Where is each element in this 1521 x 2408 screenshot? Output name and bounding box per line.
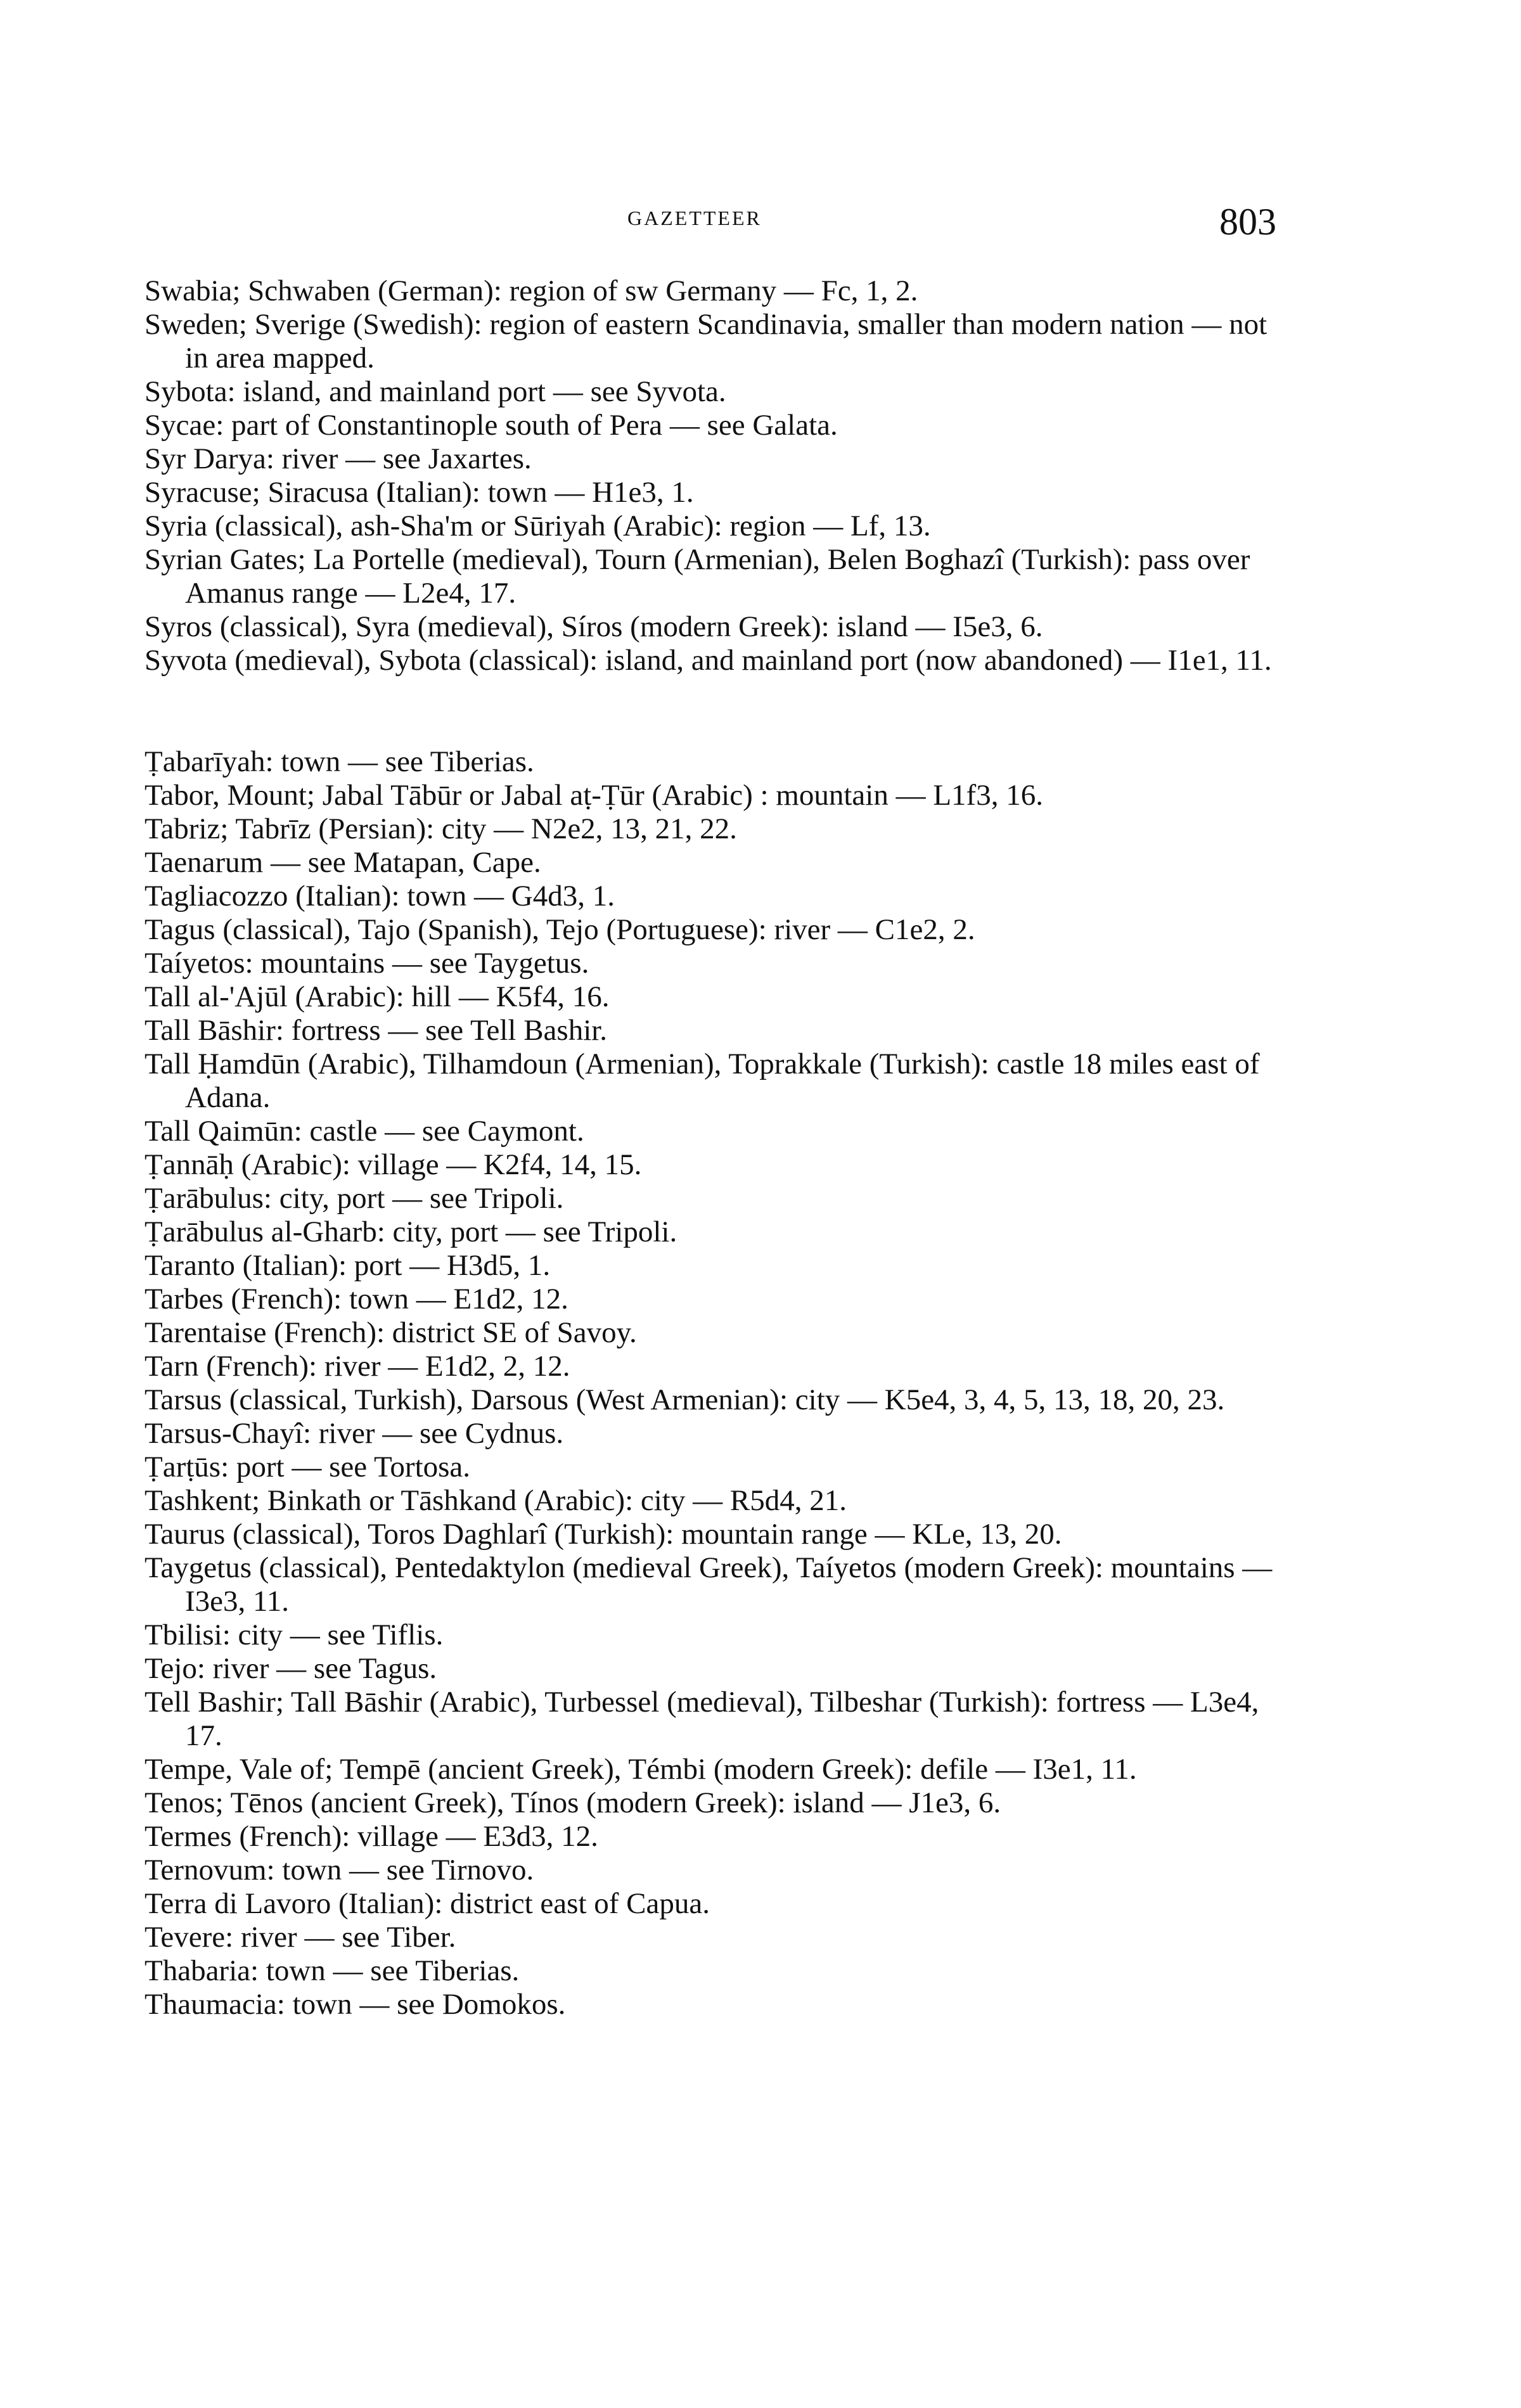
entry-syrian-gates: Syrian Gates; La Portelle (medieval), Tourn (Armenian), Belen Boghazî (Turkish): pass over Amanus range — L2e4, 17. — [144, 543, 1250, 610]
running-head: GAZETTEER — [627, 207, 762, 229]
entry-tenos: Tenos; Tēnos (ancient Greek), Tínos (modern Greek): island — J1e3, 6. — [144, 1786, 1001, 1819]
entry-tarbes: Tarbes (French): town — E1d2, 12. — [144, 1283, 568, 1316]
entry-taiyetos: Taíyetos: mountains — see Taygetus. — [144, 947, 589, 980]
entry-tall-hamdun: Tall Ḥamdūn (Arabic), Tilhamdoun (Armenian), Toprakkale (Turkish): castle 18 miles east of Adana. — [144, 1047, 1260, 1114]
entry-thaumacia: Thaumacia: town — see Domokos. — [144, 1988, 566, 2021]
entry-tarabulus-al-gharb: Ṭarābulus al-Gharb: city, port — see Tripoli. — [144, 1215, 677, 1248]
entry-taenarum: Taenarum — see Matapan, Cape. — [144, 846, 541, 879]
entry-tabriz: Tabriz; Tabrīz (Persian): city — N2e2, 13, 21, 22. — [144, 812, 737, 845]
entry-swabia: Swabia; Schwaben (German): region of sw Germany — Fc, 1, 2. — [144, 274, 918, 307]
entry-tbilisi: Tbilisi: city — see Tiflis. — [144, 1618, 444, 1651]
entry-tannah: Ṭannāḥ (Arabic): village — K2f4, 14, 15. — [144, 1148, 642, 1181]
entry-tagus: Tagus (classical), Tajo (Spanish), Tejo (Portuguese): river — C1e2, 2. — [144, 913, 975, 946]
entry-tejo: Tejo: river — see Tagus. — [144, 1652, 437, 1685]
entry-tall-al-ajul: Tall al-'Ajūl (Arabic): hill — K5f4, 16. — [144, 980, 610, 1013]
entry-taygetus: Taygetus (classical), Pentedaktylon (medieval Greek), Taíyetos (modern Greek): mountains — I3e3, 11. — [144, 1551, 1273, 1618]
entry-tashkent: Tashkent; Binkath or Tāshkand (Arabic): city — R5d4, 21. — [144, 1484, 847, 1517]
entry-thabaria: Thabaria: town — see Tiberias. — [144, 1954, 520, 1987]
entry-tagliacozzo: Tagliacozzo (Italian): town — G4d3, 1. — [144, 880, 615, 913]
entry-tartus: Ṭarṭūs: port — see Tortosa. — [144, 1451, 471, 1483]
entry-tarn: Tarn (French): river — E1d2, 2, 12. — [144, 1350, 570, 1383]
gazetteer-entries — [144, 274, 1273, 2021]
entry-syracuse: Syracuse; Siracusa (Italian): town — H1e3, 1. — [144, 476, 694, 509]
entry-syros: Syros (classical), Syra (medieval), Síros (modern Greek): island — I5e3, 6. — [144, 610, 1043, 643]
entry-tevere: Tevere: river — see Tiber. — [144, 1921, 456, 1954]
entry-taranto: Taranto (Italian): port — H3d5, 1. — [144, 1249, 551, 1282]
entry-tell-bashir: Tell Bashir; Tall Bāshir (Arabic), Turbessel (medieval), Tilbeshar (Turkish): fortress — L3e4, 17. — [144, 1686, 1259, 1752]
entry-syvota: Syvota (medieval), Sybota (classical): island, and mainland port (now abandoned) — I1e1, 11. — [144, 644, 1272, 677]
entry-tarabulus: Ṭarābulus: city, port — see Tripoli. — [144, 1182, 564, 1215]
entry-tarsus-chayi: Tarsus-Chayî: river — see Cydnus. — [144, 1417, 564, 1450]
entry-sycae: Sycae: part of Constantinople south of Pera — see Galata. — [144, 409, 838, 442]
entry-tarentaise: Tarentaise (French): district SE of Savoy. — [144, 1316, 637, 1349]
entry-tarsus: Tarsus (classical, Turkish), Darsous (West Armenian): city — K5e4, 3, 4, 5, 13, 18, 20, 23. — [144, 1383, 1225, 1416]
entry-tempe: Tempe, Vale of; Tempē (ancient Greek), Témbi (modern Greek): defile — I3e1, 11. — [144, 1753, 1137, 1786]
entry-termes: Termes (French): village — E3d3, 12. — [144, 1820, 598, 1853]
entry-tabariyah: Ṭabarīyah: town — see Tiberias. — [144, 745, 534, 778]
entry-taurus: Taurus (classical), Toros Daghlarî (Turkish): mountain range — KLe, 13, 20. — [144, 1518, 1062, 1551]
entry-tabor-mount: Tabor, Mount; Jabal Tābūr or Jabal aṭ-Ṭūr (Arabic) : mountain — L1f3, 16. — [144, 779, 1043, 812]
page-header — [0, 200, 1521, 251]
entry-tall-bashir: Tall Bāshir: fortress — see Tell Bashir. — [144, 1014, 608, 1047]
entry-sybota: Sybota: island, and mainland port — see Syvota. — [144, 375, 726, 408]
entry-terra-di-lavoro: Terra di Lavoro (Italian): district east of Capua. — [144, 1887, 710, 1920]
entry-syria: Syria (classical), ash-Sha'm or Sūriyah (Arabic): region — Lf, 13. — [144, 509, 931, 542]
page-number: 803 — [1219, 201, 1276, 243]
entry-syr-darya: Syr Darya: river — see Jaxartes. — [144, 442, 532, 475]
entry-ternovum: Ternovum: town — see Tirnovo. — [144, 1854, 534, 1886]
entry-sweden: Sweden; Sverige (Swedish): region of eastern Scandinavia, smaller than modern nation — not in area mapped. — [144, 308, 1268, 375]
entry-tall-qaimun: Tall Qaimūn: castle — see Caymont. — [144, 1115, 584, 1148]
section-gap — [144, 677, 1273, 745]
